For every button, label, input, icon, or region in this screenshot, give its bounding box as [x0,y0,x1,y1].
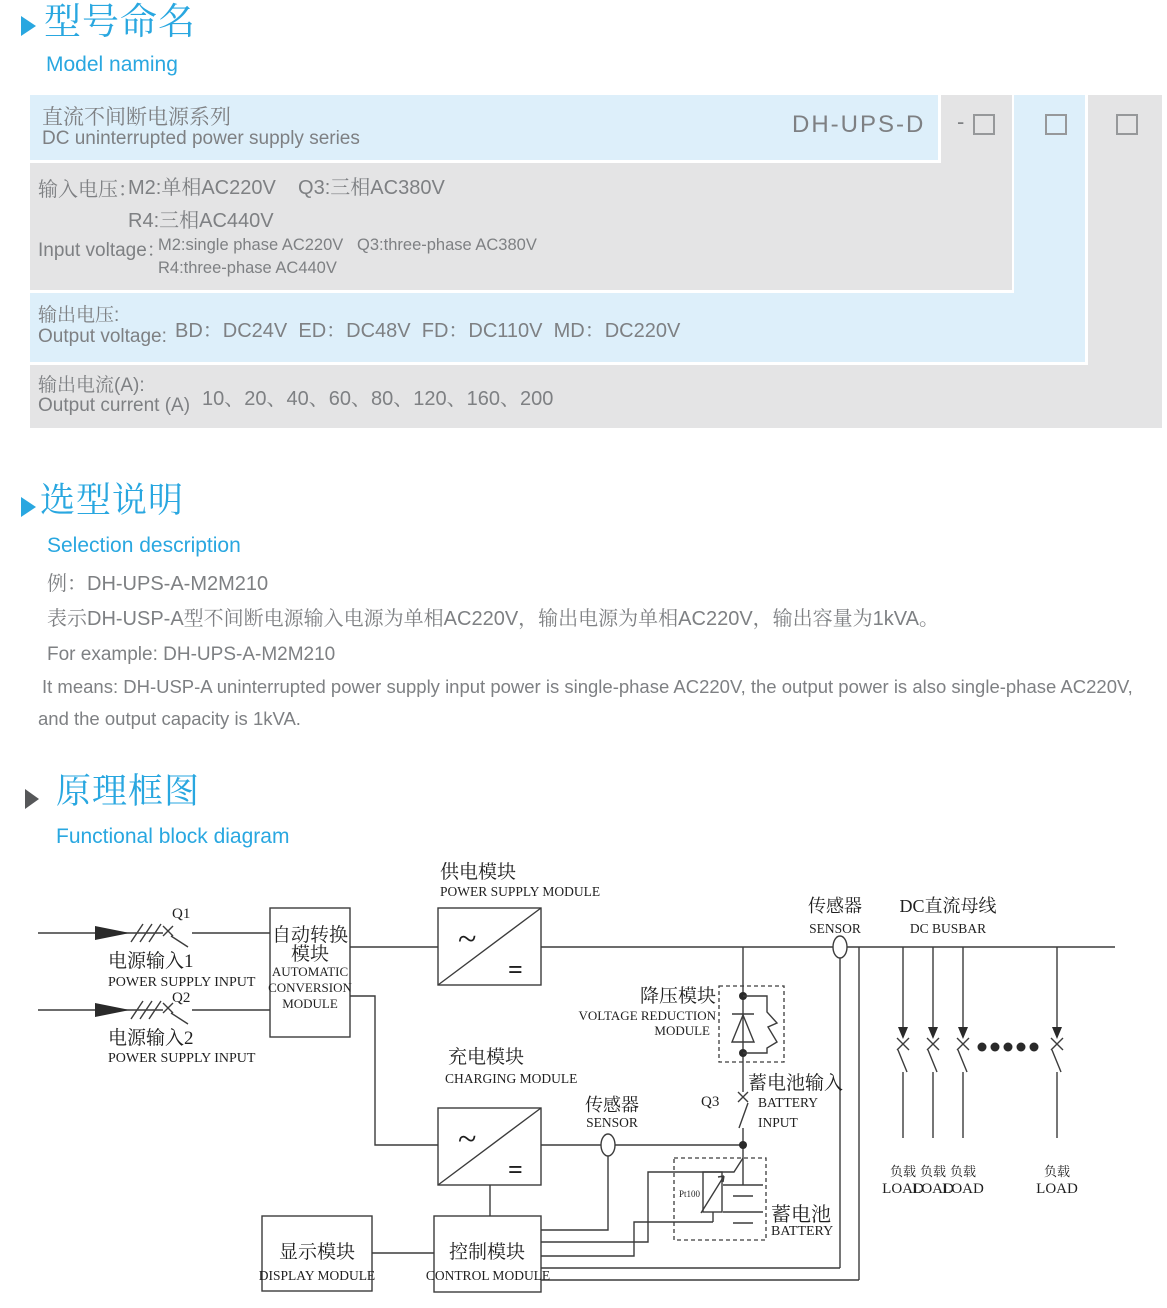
load4-label-en: LOAD [1036,1181,1078,1197]
section2-subtitle: Selection description [47,534,241,557]
charger-sensor-icon [601,1134,615,1156]
control-module-box [426,1216,550,1292]
charger-dc-symbol: = [508,1155,523,1184]
charger-label-cn: 充电模块 [448,1047,525,1068]
psu-label-cn: 供电模块 [440,862,517,883]
acm-label-cn-1: 自动转换 [271,925,349,946]
selection-meaning-en-1: It means: DH-USP-A uninterrupted power supply input power is single-phase AC220V, the output power is also single-phase AC220V, [42,676,1133,697]
pt100-arrow-icon [701,1176,724,1213]
load2-label-en: LOAD [912,1181,954,1197]
breaker-q2-label: Q2 [172,990,191,1006]
vr-label-cn: 降压模块 [639,986,716,1007]
wire-battery-branch [738,947,748,1185]
code-box-3 [1116,114,1138,135]
selection-example-cn: 例：DH-UPS-A-M2M210 [47,573,269,595]
wire-input-2 [38,1001,270,1024]
section1-title: 型号命名 [44,1,196,42]
section3-marker-icon [25,789,39,809]
functional-block-diagram [0,850,1167,1308]
section2-title: 选型说明 [40,481,185,520]
battery-input-label-en-1: BATTERY [758,1095,819,1110]
load1-label-cn: 负载 [889,1164,917,1179]
table-row-input-voltage [30,163,1011,290]
breaker-q3-label: Q3 [701,1094,720,1110]
power-supply-module-box [438,908,541,985]
output-voltage-value: BD：DC24V ED：DC48V FD：DC110V MD：DC220V [175,320,681,342]
busbar-sensor-icon [833,936,847,958]
vr-label-en-2: MODULE [654,1023,710,1038]
busbar-label-en: DC BUSBAR [909,921,987,936]
battery-label-en: BATTERY [771,1224,834,1239]
selection-meaning-cn: 表示DH-USP-A型不间断电源输入电源为单相AC220V，输出电源为单相AC220V，输出容量为1kVA。 [47,608,939,630]
charging-module-box [438,1108,541,1185]
section3-title: 原理框图 [56,772,201,811]
display-label-cn: 显示模块 [278,1242,356,1263]
wire-input-1 [38,924,270,947]
series-name-cn: 直流不间断电源系列 [42,106,231,129]
load-branches [897,947,1063,1138]
charger-label-en: CHARGING MODULE [445,1071,578,1086]
output-current-label-en: Output current (A) [38,395,191,416]
battery-input-label-cn: 蓄电池输入 [748,1073,844,1094]
display-label-en: DISPLAY MODULE [258,1268,376,1283]
charger-sensor-label-cn: 传感器 [585,1095,639,1115]
selection-meaning-en-2: and the output capacity is 1kVA. [38,708,301,729]
acm-label-cn-2: 模块 [290,944,330,965]
code-dash: - [957,109,965,134]
load4-label-cn: 负载 [1043,1164,1071,1179]
code-box-1 [973,114,995,135]
battery-label-cn: 蓄电池 [771,1204,831,1226]
table-row-output-voltage [30,293,1085,362]
section1-marker-icon [21,16,36,36]
voltage-reduction-module-symbol [719,986,784,1062]
charger-sensor-label-en: SENSOR [586,1115,638,1130]
psu-label-en: POWER SUPPLY MODULE [440,884,601,899]
load1-label-en: LOAD [882,1181,924,1197]
section3-subtitle: Functional block diagram [56,825,290,848]
input-voltage-value-en-2: R4:three-phase AC440V [158,259,337,277]
load3-label-en: LOAD [942,1181,984,1197]
load-branch-3 [957,947,969,1138]
input1-label-en: POWER SUPPLY INPUT [108,975,256,990]
vr-label-en-1: VOLTAGE REDUCTION [578,1008,716,1023]
wire-acm-to-charger [350,996,438,1145]
psu-ac-symbol: ~ [458,921,477,958]
psu-dc-symbol: = [508,955,523,984]
output-current-value: 10、20、40、60、80、120、160、200 [202,388,554,410]
load-branch-4 [1051,947,1063,1138]
load-branch-1 [897,947,909,1138]
busbar-sensor-label-cn: 传感器 [808,896,862,916]
selection-example-en: For example: DH-UPS-A-M2M210 [47,644,336,665]
input2-label-en: POWER SUPPLY INPUT [108,1051,256,1066]
input-voltage-label-en: Input voltage： [38,240,166,261]
input-voltage-label-cn: 输入电压： [38,179,138,201]
output-voltage-label-cn: 输出电压: [38,305,120,326]
acm-label-en-1: AUTOMATIC [271,964,349,979]
load3-label-cn: 负载 [949,1164,977,1179]
output-voltage-label-en: Output voltage: [38,326,167,347]
load-branch-2 [927,947,939,1138]
input1-label-cn: 电源输入1 [108,951,194,972]
control-label-en: CONTROL MODULE [425,1268,551,1283]
busbar-label-cn: DC直流母线 [899,896,997,916]
output-current-label-cn: 输出电流(A): [38,375,145,396]
charger-ac-symbol: ~ [458,1121,477,1158]
automatic-conversion-module-box [268,908,352,1037]
display-module-box [259,1216,375,1291]
table-row-output-current [30,365,1162,428]
pt100-label: Pt100 [678,1189,700,1199]
code-box-2 [1045,114,1067,135]
acm-label-en-2: CONVERSION [268,980,352,995]
battery-input-label-en-2: INPUT [758,1115,798,1130]
input-voltage-value-en-1: M2:single phase AC220V Q3:three-phase AC380V [158,236,537,254]
ellipsis-dots-icon [978,1043,1039,1052]
section2-marker-icon [21,497,36,517]
model-code: DH-UPS-D [792,111,926,138]
breaker-q1-label: Q1 [172,906,191,922]
load2-label-cn: 负载 [919,1164,947,1179]
control-label-cn: 控制模块 [448,1242,526,1263]
input-voltage-value-cn-1: M2:单相AC220V Q3:三相AC380V [128,177,445,199]
acm-label-en-3: MODULE [282,996,338,1011]
input-voltage-value-cn-2: R4:三相AC440V [128,210,274,232]
battery-symbol [674,1158,766,1240]
input2-label-cn: 电源输入2 [108,1028,194,1049]
series-name-en: DC uninterrupted power supply series [42,128,360,149]
section1-subtitle: Model naming [46,53,178,76]
table-row-series [30,95,938,160]
busbar-sensor-label-en: SENSOR [809,921,861,936]
